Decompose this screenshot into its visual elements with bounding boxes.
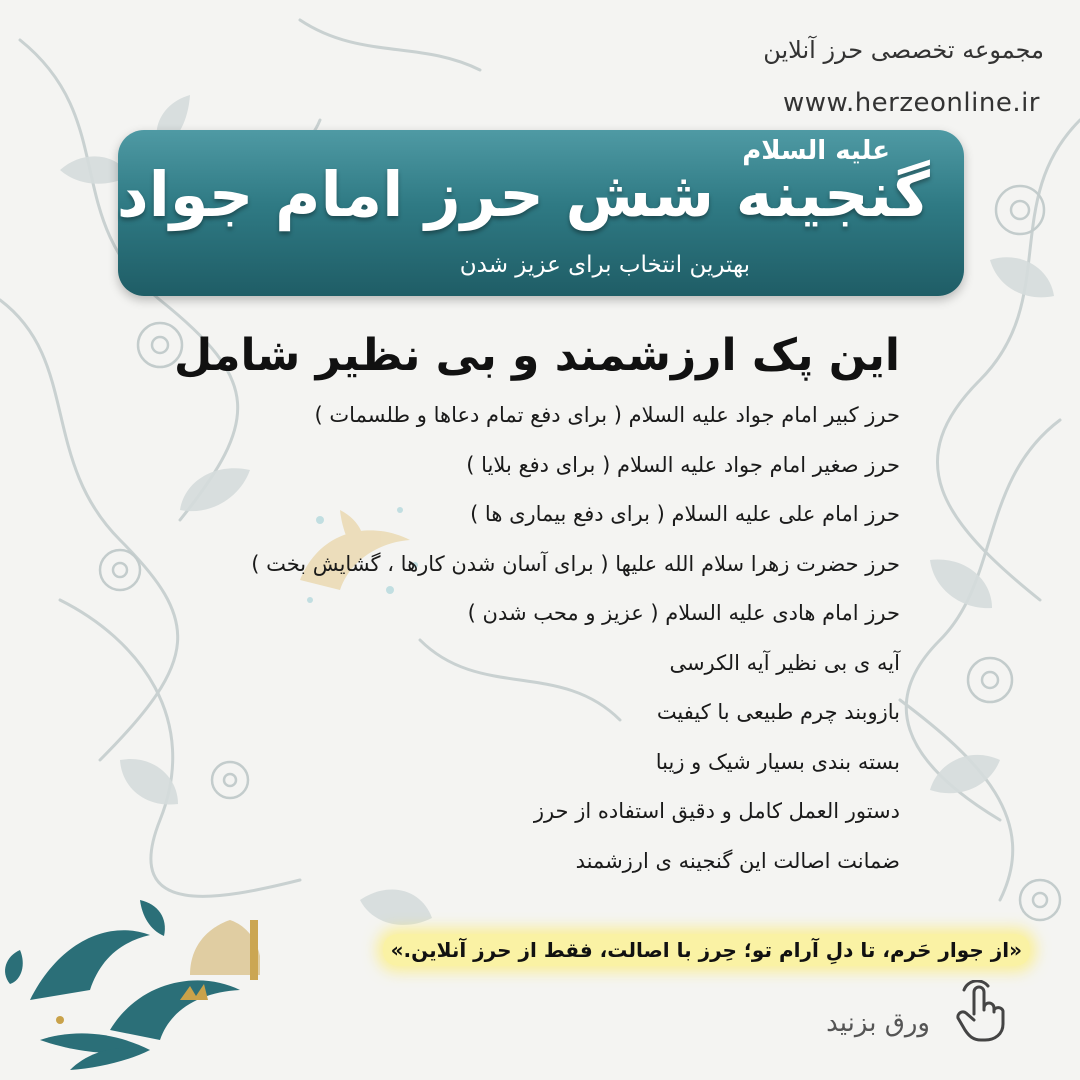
site-title: مجموعه تخصصی حرز آنلاین: [763, 36, 1044, 64]
banner-subtitle: بهترین انتخاب برای عزیز شدن: [459, 252, 750, 278]
banner-title: گنجینه شش حرز امام جواد: [116, 158, 930, 231]
list-item: ضمانت اصالت این گنجینه ی ارزشمند: [575, 848, 900, 873]
list-item: آیه ی بی نظیر آیه الکرسی: [669, 650, 900, 675]
site-url[interactable]: www.herzeonline.ir: [783, 88, 1040, 118]
pack-heading: این پک ارزشمند و بی نظیر شامل: [174, 330, 900, 381]
list-item: بسته بندی بسیار شیک و زیبا: [655, 749, 900, 774]
banner-honorific: علیه السلام: [742, 136, 890, 166]
slogan-highlight: «از جوار حَرم، تا دلِ آرام تو؛ حِرز با اصالت، فقط از حرز آنلاین.»: [383, 934, 1030, 966]
list-item: حرز صغیر امام جواد علیه السلام ( برای دفع بلایا ): [466, 452, 900, 477]
list-item: حرز امام علی علیه السلام ( برای دفع بیماری ها ): [470, 502, 900, 526]
list-item: حرز امام هادی علیه السلام ( عزیز و محب شدن ): [467, 601, 900, 625]
list-item: حرز کبیر امام جواد علیه السلام ( برای دفع تمام دعاها و طلسمات ): [314, 403, 900, 427]
list-item: بازوبند چرم طبیعی با کیفیت: [656, 700, 900, 724]
pack-items-list: [251, 400, 900, 895]
hand-pointer-icon[interactable]: [952, 980, 1012, 1044]
list-item: حرز حضرت زهرا سلام الله علیها ( برای آسان شدن کارها ، گشایش بخت ): [251, 551, 900, 576]
list-item: دستور العمل کامل و دقیق استفاده از حرز: [533, 799, 900, 823]
swipe-label[interactable]: ورق بزنید: [826, 1008, 930, 1038]
brand-logo: [0, 880, 260, 1080]
